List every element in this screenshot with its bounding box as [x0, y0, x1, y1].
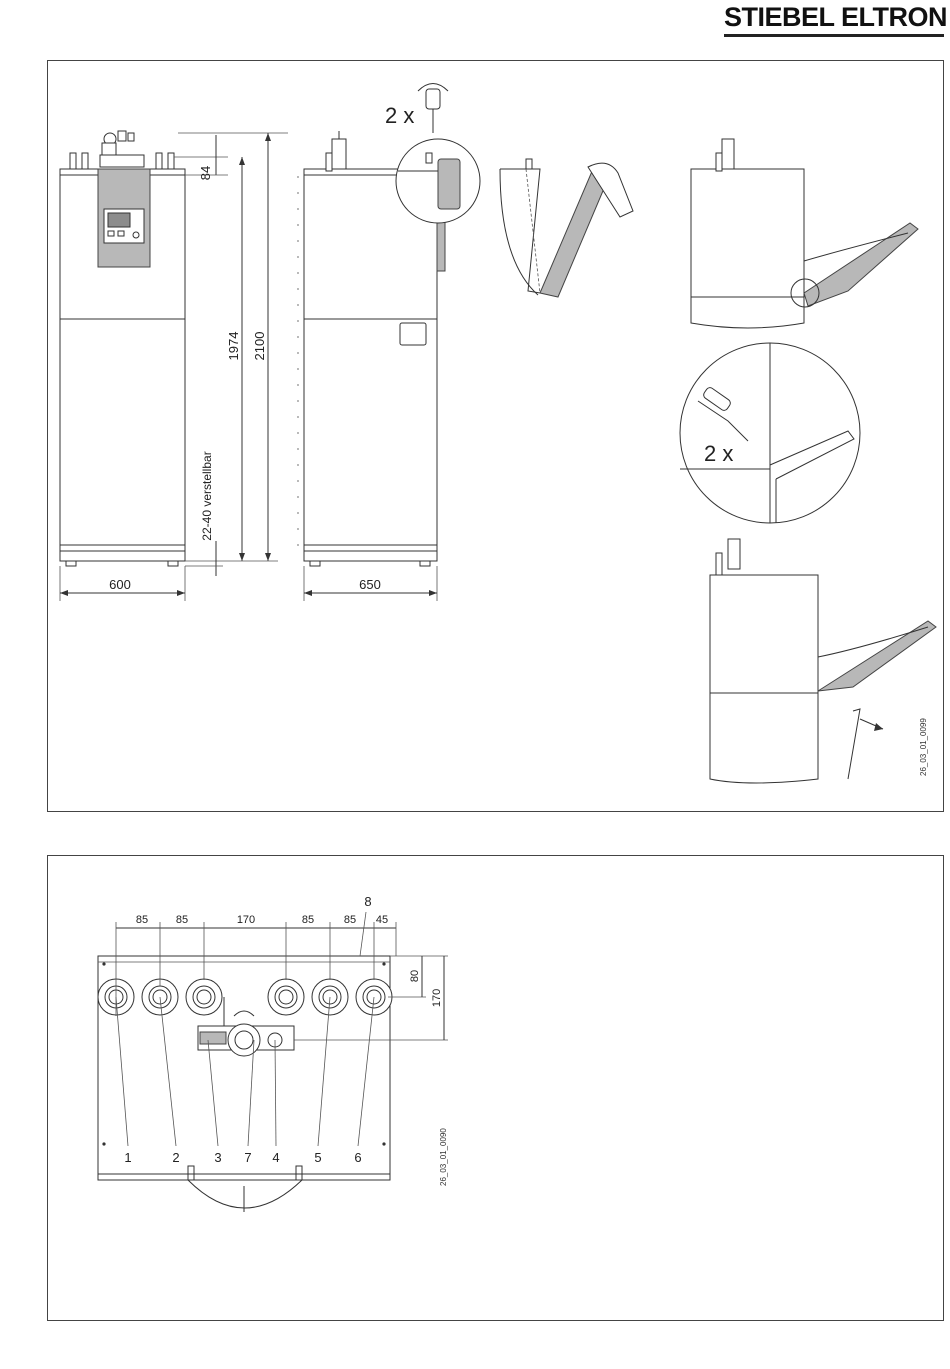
connection-label-1: 1	[124, 1150, 132, 1165]
dimension-width-front	[60, 566, 185, 601]
cover-tilt-view	[691, 139, 918, 328]
label-screw-count-top: 2 x	[385, 103, 415, 128]
front-panel-removal-view	[710, 539, 936, 783]
connection-label-6: 6	[354, 1150, 362, 1165]
cover-removal-hand-view	[500, 159, 633, 297]
connection-label-3: 3	[214, 1150, 222, 1165]
dimension-width-side	[304, 566, 437, 601]
label-height-top: 84	[198, 165, 213, 181]
figure-code-top: 26_03_01_0099	[919, 718, 928, 776]
label-top-8: 8	[364, 894, 372, 909]
brand-logo	[724, 2, 948, 37]
detail-cover-circle	[396, 139, 480, 223]
label-dim-4: 85	[301, 914, 315, 926]
label-dim-5: 85	[343, 914, 357, 926]
connection-label-2: 2	[172, 1150, 180, 1165]
label-vdim-1: 80	[409, 969, 421, 983]
connections-diagram	[48, 856, 943, 1320]
screwdriver-icon	[418, 84, 448, 134]
pipe-connection-4	[268, 979, 304, 1015]
label-feet-adjust: 22-40 verstellbar	[200, 451, 214, 541]
installation-diagram	[48, 61, 943, 811]
label-width-front: 600	[109, 577, 131, 592]
brand-logo-text: STIEBEL ELTRON	[724, 2, 948, 32]
label-height-total: 2100	[252, 331, 267, 361]
dimension-feet-adjust	[185, 451, 223, 576]
connections-diagram-panel	[47, 855, 944, 1321]
connection-label-4: 4	[272, 1150, 280, 1165]
label-vdim-2: 170	[431, 988, 443, 1008]
dimension-height-body	[226, 157, 245, 561]
label-dim-6: 45	[375, 914, 389, 926]
figure-code-bottom: 26_03_01_0090	[439, 1128, 448, 1186]
detail-screw-circle	[680, 343, 860, 523]
installation-diagram-panel	[47, 60, 944, 812]
dimension-height-top	[174, 133, 288, 180]
unit-front-view	[60, 131, 185, 566]
label-width-side: 650	[359, 577, 381, 592]
label-dim-2: 85	[175, 914, 189, 926]
connection-label-7: 7	[244, 1150, 252, 1165]
label-dim-1: 85	[135, 914, 149, 926]
label-height-body: 1974	[226, 331, 241, 361]
label-screw-count-detail: 2 x	[704, 441, 734, 466]
connection-label-5: 5	[314, 1150, 322, 1165]
label-dim-3: 170	[236, 914, 256, 926]
pipe-connection-3	[186, 979, 222, 1015]
